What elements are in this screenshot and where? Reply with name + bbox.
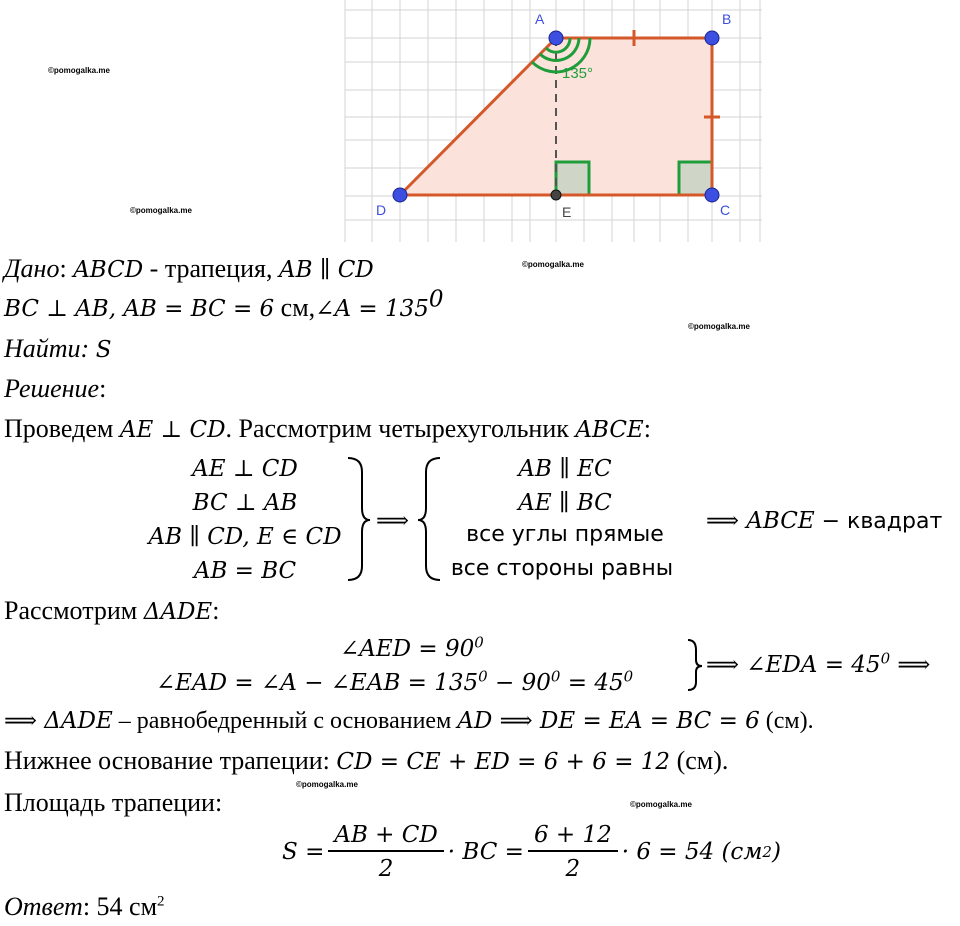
system1-left-1: BC ⊥ AB (192, 490, 298, 516)
system1-left-2: AB ∥ CD, E ∈ CD (148, 524, 342, 550)
watermark: ©pomogalka.me (630, 800, 692, 809)
system1-right-3: все стороны равны (450, 556, 674, 581)
system1-right-2: все углы прямые (466, 522, 664, 547)
system1-right-1: AE ∥ BC (518, 490, 612, 516)
label-d: D (376, 202, 387, 218)
label-a: A (535, 11, 545, 27)
find-line: Найти: S (4, 334, 112, 363)
angle-label: 135° (562, 65, 594, 82)
watermark: ©pomogalka.me (130, 206, 192, 215)
system2-line-2: ∠EAD = ∠A − ∠EAB = $135^0 - 90^0 = 45^0$ (156, 667, 634, 696)
step-3: ⟹ ΔADE – равнобедренный с основанием AD ⟹ DE = EA = BC = 6 (см). (4, 708, 814, 734)
step-5: Площадь трапеции: (4, 788, 223, 817)
vertex-d (393, 188, 407, 202)
fraction-1: $\frac{AB + CD}{2}$ (328, 822, 443, 882)
given-line-1: Дано: ABCD - трапеция, AB ∥ CD (4, 254, 374, 283)
right-angle-marker-e (556, 162, 589, 195)
watermark: ©pomogalka.me (688, 322, 750, 331)
step-1: Проведем AE ⊥ CD. Рассмотрим четырехугольник ABCE: (4, 414, 651, 443)
given-label: Дано (4, 254, 60, 283)
vertex-c (705, 188, 719, 202)
answer-line: Ответ: 54 $см^2$ (4, 892, 165, 921)
area-formula: S = $\frac{AB + CD}{2}$ · BC = $\frac{6 + 12}{2}$ · 6 = 54 (см 2 ) (282, 822, 781, 882)
implies-arrow: ⟹ (376, 508, 409, 534)
system2-line-1: ∠AED = $90^0$ (340, 633, 484, 662)
vertex-a (549, 31, 563, 45)
watermark: ©pomogalka.me (48, 66, 110, 75)
watermark: ©pomogalka.me (522, 260, 584, 269)
conclusion-1: ⟹ ABCE − квадрат (706, 508, 943, 534)
system1-left-3: AB = BC (193, 558, 297, 584)
vertex-e (551, 190, 561, 200)
solution-label: Решение: (4, 374, 107, 403)
system1-right-0: AB ∥ EC (518, 456, 612, 482)
fraction-2: $\frac{6 + 12}{2}$ (528, 822, 618, 882)
label-c: C (720, 202, 731, 218)
system1-left-0: AE ⊥ CD (192, 456, 298, 482)
step-2: Рассмотрим ΔADE: (4, 596, 220, 625)
system2-result: ⟹ ∠EDA = $45^0$ ⟹ (706, 649, 931, 678)
watermark: ©pomogalka.me (296, 780, 358, 789)
given-line-2: BC ⊥ AB, AB = BC = 6 см,∠A = $135^0$ (4, 286, 444, 322)
label-e: E (562, 204, 572, 220)
label-b: B (722, 11, 732, 27)
step-4: Нижнее основание трапеции: CD = CE + ED = 6 + 6 = 12 (см). (4, 746, 729, 775)
vertex-b (705, 31, 719, 45)
